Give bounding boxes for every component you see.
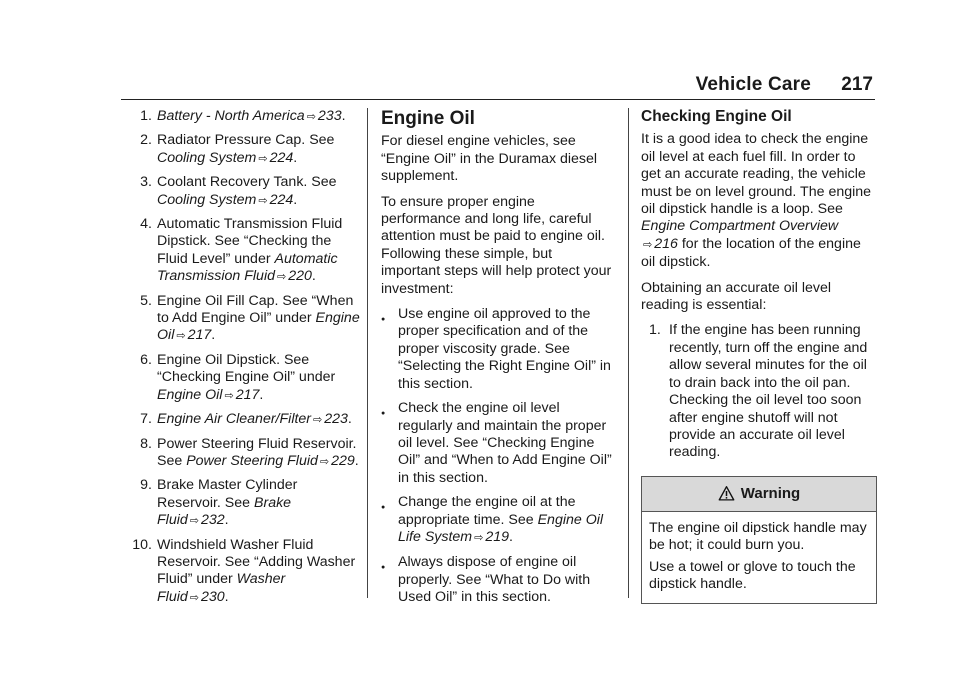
bullet-icon: ● [381,504,386,512]
reference-text: 233 [317,108,342,124]
body-text: . [224,588,229,605]
reference-text: 223 [324,411,348,428]
reference-text: Engine Oil [157,310,360,344]
body-text: Check the engine oil level regularly and maintain the proper oil level. See “Checking Engine Oil” and “When to Add Engine Oil” in this section. [398,400,612,486]
body-text: Power Steering Fluid Reservoir. See [157,435,357,469]
item-number: 1. [140,108,152,124]
body-text: Brake Master Cylinder Reservoir. See [157,477,298,511]
item-number: 6. [140,351,152,368]
body-text: . [509,528,513,545]
reference-text: Engine Oil [157,386,223,403]
body-text: . [354,452,359,469]
warning-text: The engine oil dipstick handle may be hot; it could burn you. [649,519,867,554]
body-text: . [311,268,316,285]
reference-text: Automatic Transmission Fluid [157,250,338,285]
bullet-icon: ● [381,564,386,572]
page-ref-arrow-icon: ⇨ [313,414,323,427]
warning-header [642,477,876,512]
page-ref-arrow-icon: ⇨ [277,271,287,284]
warning-text: Use a towel or glove to touch the dipstick handle. [649,558,856,592]
page-ref-arrow-icon: ⇨ [189,591,199,604]
bullet-icon: ● [381,316,386,324]
reference-text: 224 [269,149,294,166]
warning-box [641,476,877,605]
reference-text: 217 [235,386,260,403]
item-number: 3. [140,174,152,191]
reference-text: 219 [485,528,510,545]
page-ref-arrow-icon: ⇨ [258,194,268,207]
bullet-item [381,494,615,547]
body-text: Engine Oil Dipstick. See “Checking Engine Oil” under [157,351,336,386]
list-item [110,352,360,405]
section-title: Vehicle Care [695,74,811,95]
reference-text: Brake Fluid [157,494,292,529]
body-text: It is a good idea to check the engine oil level at each fuel fill. In order to get an accurate reading, the vehicle must be on level ground. The engine oil dipstick handle is a loop. See [641,131,872,218]
item-number: 7. [140,411,152,428]
step-item [641,322,877,461]
reference-text: Cooling System [157,191,257,208]
bullet-item [381,554,615,606]
body-text: . [293,191,298,208]
reference-text: Engine Air Cleaner/Filter [157,411,312,428]
body-text: . [224,512,229,529]
body-text: Use engine oil approved to the proper specification and of the proper viscosity grade. See “Selecting the Right Engine Oil” in this section. [398,306,611,392]
body-text: Always dispose of engine oil properly. See “What to Do with Used Oil” in this section. [398,554,591,606]
reference-text: 220 [288,268,312,285]
body-text: . [341,108,346,124]
body-text: . [259,386,264,403]
reference-text: Engine Oil Life System [398,511,604,545]
list-item [110,174,360,210]
bullet-icon: ● [381,410,386,418]
reference-text: Battery - North America [157,108,305,124]
item-number: 2. [140,132,152,149]
list-item [110,537,360,608]
body-text: Windshield Washer Fluid Reservoir. See “Adding Washer Fluid” under [157,536,356,588]
list-item [110,293,360,346]
body-text: . [293,149,298,166]
page-ref-arrow-icon: ⇨ [474,531,484,544]
body-text: for the location of the engine oil dipstick. [641,235,861,271]
component-list [110,108,360,613]
list-item [110,216,360,287]
reference-text: Washer Fluid [157,571,286,605]
body-text: Radiator Pressure Cap. See [157,132,335,149]
engine-oil-heading: Engine Oil [381,108,475,129]
diesel-note: For diesel engine vehicles, see “Engine Oil” in the Duramax diesel supplement. [381,133,598,185]
engine-oil-section [381,108,615,614]
page-ref-arrow-icon: ⇨ [319,455,330,468]
item-number: 10. [132,536,152,553]
oil-steps-list [381,306,615,607]
list-item [110,132,360,168]
list-item [110,436,360,472]
item-number: 5. [140,292,152,309]
page-header [121,74,875,100]
reference-text: Cooling System [157,149,257,166]
checking-oil-paragraph [641,131,877,271]
page-number: 217 [841,74,873,95]
page-ref-arrow-icon: ⇨ [258,152,268,165]
page-ref-arrow-icon: ⇨ [189,515,199,528]
item-number: 9. [140,477,152,494]
checking-oil-heading: Checking Engine Oil [641,108,792,125]
reference-text: 224 [269,191,294,208]
body-text: Automatic Transmission Fluid Dipstick. See “Checking the Fluid Level” under [157,216,343,267]
page-ref-arrow-icon: ⇨ [643,238,653,251]
step-number: 1. [649,322,661,339]
body-text: Engine Oil Fill Cap. See “When to Add Engine Oil” under [157,292,354,327]
reference-text: Engine Compartment Overview [641,218,839,235]
page-ref-arrow-icon: ⇨ [176,330,186,343]
check-steps-list [641,322,877,461]
checking-oil-section [641,108,877,604]
list-item [110,477,360,530]
reference-text: 229 [331,452,355,469]
column-divider [628,108,629,598]
reference-text: 230 [200,588,225,605]
bullet-item [381,306,615,393]
warning-body [642,512,876,604]
page-ref-arrow-icon: ⇨ [224,389,234,402]
body-text: . [211,327,216,344]
step-text: If the engine has been running recently, turn off the engine and allow several minutes for the oil to drain back into the oil pan. Checking the oil level too soon after engine shutoff will not provide an accurate oil level reading. [669,322,868,461]
body-text: Change the engine oil at the appropriate time. See [398,494,576,528]
list-item [110,108,360,126]
reference-text: 232 [200,512,225,529]
warning-icon [718,485,735,502]
warning-title: Warning [740,485,801,503]
reference-text: Power Steering Fluid [186,452,318,469]
item-number: 4. [140,216,152,233]
item-number: 8. [140,435,152,452]
reference-text: 217 [187,327,212,344]
list-item [110,411,360,429]
column-divider [367,108,368,598]
page-ref-arrow-icon: ⇨ [306,111,316,123]
reading-intro: Obtaining an accurate oil level reading is essential: [641,279,832,314]
intro-paragraph: To ensure proper engine performance and long life, careful attention must be paid to engine oil. Following these simple, but important steps will help protect your investment: [381,193,612,297]
body-text: . [347,411,352,428]
bullet-item [381,400,615,487]
body-text: Coolant Recovery Tank. See [157,174,337,191]
reference-text: 216 [654,235,678,252]
